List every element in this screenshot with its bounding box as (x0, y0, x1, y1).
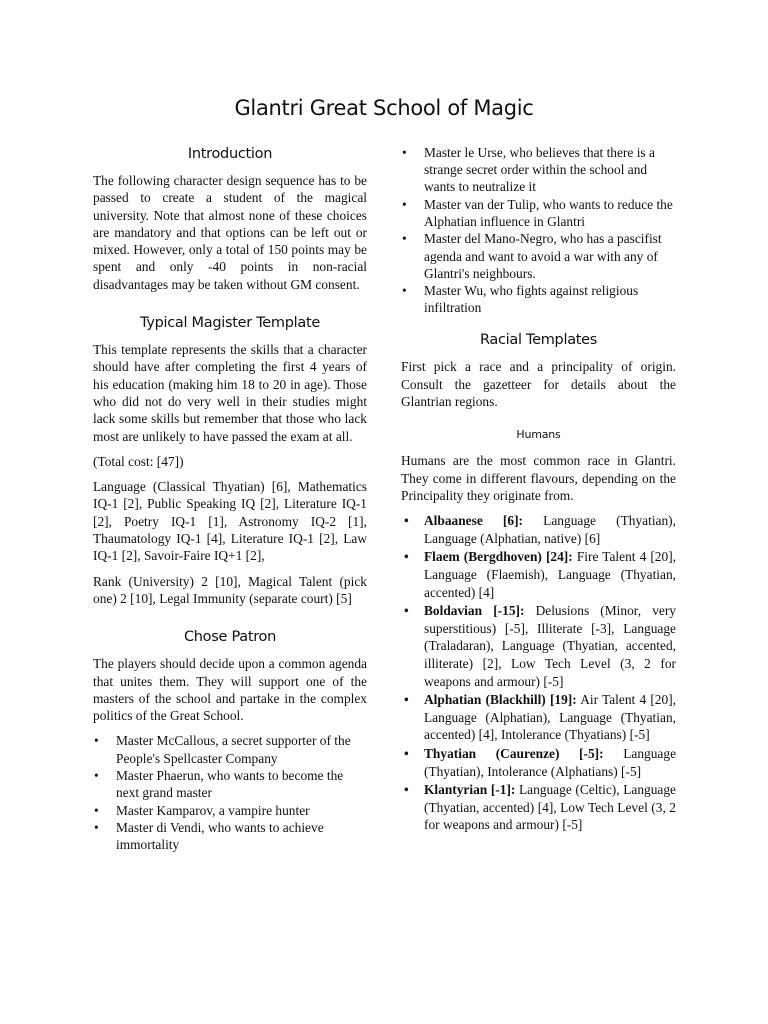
list-item: • Master McCallous, a secret supporter of the People's Spellcaster Company (93, 732, 367, 766)
racial-templates-heading: Racial Templates (479, 332, 598, 349)
humans-section (401, 428, 676, 834)
left-column (93, 144, 367, 860)
introduction-heading: Introduction (187, 146, 273, 162)
magister-template-text: This template represents the skills that a character should have after completing the first 4 years of his education (making him 18 to 20 in age). Those who did not do very well in their studies might lack some skills but remember that those who lack most are unlikely to have passed the exam at all. (93, 342, 367, 444)
race-description: Language (Thyatian), Language (Alphatian, native) [6] (424, 513, 676, 546)
race-name: Boldavian [-15]: (424, 603, 525, 619)
masters-list-left (93, 732, 367, 853)
race-item (401, 548, 676, 601)
racial-templates-section (401, 330, 676, 410)
list-item: • Master Wu, who fights against religious infiltration (401, 282, 676, 316)
race-item (401, 512, 676, 547)
race-name: Thyatian (Caurenze) [-5]: (424, 745, 604, 761)
race-item (401, 781, 676, 834)
patron-heading: Chose Patron (183, 629, 277, 646)
race-name: Klantyrian [-1]: (424, 782, 516, 798)
race-description: Delusions (Minor, very superstitious) [-5], Illiterate [-3], Language (Traladaran), Language (Thyatian, accented, illiterate) [2], Low Tech Level (3, 2 for weapons and armour) [-5] (424, 603, 676, 689)
race-name: Alphatian (Blackhill) [19]: (424, 692, 577, 708)
list-item: • Master Phaerun, who wants to become the next grand master (93, 767, 367, 801)
introduction-text: The following character design sequence has to be passed to create a student of the magical university. Note that almost none of these choices are mandatory and that options can be left out or mixed. However, only a total of 150 points may be spent and only -40 points in non-racial disadvantages may be taken without GM consent. (93, 173, 367, 292)
magister-template-heading: Typical Magister Template (140, 315, 320, 332)
magister-skills: Language (Classical Thyatian) [6], Mathematics IQ-1 [2], Public Speaking IQ [2], Literature IQ-1 [2], Poetry IQ-1 [1], Astronomy IQ-2 [1], Thaumatology IQ-1 [4], Literature IQ-1 [2], Law IQ-1 [2], Savoir-Faire IQ+1 [2], (93, 479, 367, 564)
racial-templates-text: First pick a race and a principality of origin. Consult the gazetteer for details about the Glantrian regions. (401, 359, 676, 410)
race-item (401, 691, 676, 744)
magister-total-cost: (Total cost: [47]) (93, 453, 184, 469)
race-description: Language (Thyatian), Intolerance (Alphatians) [-5] (424, 745, 677, 779)
list-item: • Master del Mano-Negro, who has a pascifist agenda and want to avoid a war with any of Glantri's neighbours. (401, 230, 676, 281)
race-description: Fire Talent 4 [20], Language (Flaemish), Language (Thyatian, accented) [4] (424, 549, 676, 600)
humans-heading: Humans (516, 428, 561, 442)
list-item: • Master Kamparov, a vampire hunter (93, 802, 367, 819)
magister-template-section (93, 313, 367, 607)
race-item (401, 745, 676, 780)
race-description: Language (Celtic), Language (Thyatian, accented) [4], Low Tech Level (3, 2 for weapons and armour) [-5] (424, 782, 676, 833)
patron-text: The players should decide upon a common agenda that unites them. They will support one of the masters of the school and partake in the complex politics of the Great School. (93, 656, 367, 724)
race-name: Flaem (Bergdhoven) [24]: (424, 549, 573, 565)
list-item: • Master di Vendi, who wants to achieve immortality (93, 819, 367, 853)
list-item: • Master le Urse, who believes that there is a strange secret order within the school and wants to neutralize it (401, 144, 676, 195)
race-name: Albaanese [6]: (424, 513, 524, 529)
humans-text: Humans are the most common race in Glantri. They come in different flavours, depending on the Principality they originate from. (401, 453, 676, 503)
race-item (401, 602, 676, 690)
list-item: • Master van der Tulip, who wants to reduce the Alphatian influence in Glantri (401, 196, 676, 230)
human-races-list (401, 512, 676, 834)
introduction-section (93, 144, 367, 293)
race-description: Air Talent 4 [20], Language (Alphatian), Language (Thyatian, accented) [4], Intolerance (Thyatians) [-5] (424, 692, 676, 743)
masters-list-right (401, 144, 676, 316)
right-column (401, 144, 676, 840)
patron-section (93, 627, 367, 853)
magister-advantages: Rank (University) 2 [10], Magical Talent (pick one) 2 [10], Legal Immunity (separate court) [5] (93, 573, 367, 606)
document-title: Glantri Great School of Magic (234, 96, 534, 120)
